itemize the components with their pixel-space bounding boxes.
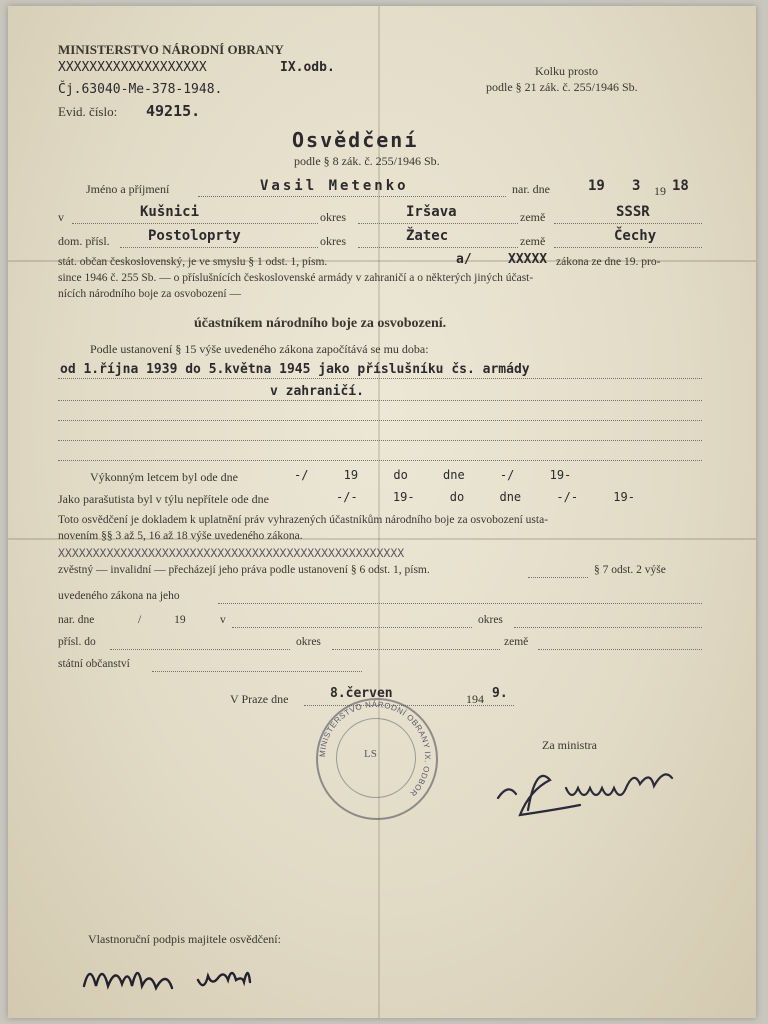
minister-signature: [488, 758, 738, 828]
body-text: nících národního boje za osvobození —: [58, 288, 241, 300]
evid-number: 49215.: [146, 102, 201, 120]
district-label: okres: [320, 210, 346, 224]
stamp-duty-line2: podle § 21 zák. č. 255/1946 Sb.: [486, 80, 638, 94]
body-text: novením §§ 3 až 5, 16 až 18 výše uvedeného zákona.: [58, 530, 303, 542]
okres-label: okres: [296, 636, 321, 648]
official-seal: [316, 698, 438, 820]
birthplace: Kušnici: [140, 204, 200, 220]
struck-text: XXXXX: [508, 252, 548, 267]
issue-year: 9.: [492, 686, 508, 701]
born-year: 18: [672, 178, 689, 194]
country-label: země: [520, 210, 546, 224]
person-name: Vasil Metenko: [260, 178, 409, 194]
evid-label: Evid. číslo:: [58, 104, 118, 119]
birth-country: SSSR: [616, 204, 650, 220]
document-title: Osvědčení: [292, 128, 419, 152]
ministry-name: MINISTERSTVO NÁRODNÍ OBRANY: [58, 42, 284, 57]
seal-center-text: LS: [364, 748, 377, 760]
dotted-line: [120, 247, 318, 248]
name-label: Jméno a příjmení: [86, 182, 170, 196]
dotted-line: [538, 649, 702, 650]
struck-text: XXXXXXXXXXXXXXXXXXXXXXXXXXXXXXXXXXXXXXXXXXXXXXXXXX: [58, 546, 405, 560]
struck-text: XXXXXXXXXXXXXXXXXXX: [58, 60, 207, 75]
body-text: Toto osvědčení je dokladem k uplatnění práv vyhrazených účastníkům národního boje za osvobození usta-: [58, 514, 549, 526]
prisl-label: přísl. do: [58, 636, 96, 648]
document-subtitle: podle § 8 zák. č. 255/1946 Sb.: [294, 154, 440, 168]
owner-signature-label: Vlastnoruční podpis majitele osvědčení:: [88, 932, 281, 946]
dotted-line: [198, 196, 506, 197]
service-period: od 1.října 1939 do 5.května 1945 jako příslušníku čs. armády: [60, 362, 530, 377]
section-heading: účastníkem národního boje za osvobození.: [194, 316, 447, 331]
letter-value: a/: [456, 252, 472, 267]
v-label: v: [220, 614, 226, 626]
dotted-line: [58, 460, 702, 461]
service-period: v zahraničí.: [270, 384, 364, 399]
nar-values: / 19: [138, 614, 186, 626]
country-label: země: [520, 234, 546, 248]
body-text: uvedeného zákona na jeho: [58, 590, 180, 602]
born-label: nar. dne: [512, 182, 550, 196]
reference-number: Čj.63040-Ме-378-1948.: [58, 82, 223, 97]
dotted-line: [58, 420, 702, 421]
dotted-line: [528, 577, 588, 578]
dotted-line: [58, 378, 702, 379]
dotted-line: [232, 627, 472, 628]
birth-district: Iršava: [406, 204, 457, 220]
born-month: 3: [632, 178, 641, 194]
dotted-line: [358, 247, 518, 248]
dotted-line: [514, 627, 702, 628]
owner-signature: [78, 950, 298, 1000]
dotted-line: [554, 247, 702, 248]
dotted-line: [554, 223, 702, 224]
body-text: § 7 odst. 2 výše: [594, 564, 666, 576]
department: IX.odb.: [280, 60, 335, 75]
dotted-line: [332, 649, 500, 650]
dotted-line: [58, 400, 702, 401]
dotted-line: [218, 603, 702, 604]
dotted-line: [72, 223, 318, 224]
pilot-label: Výkonným letcem byl ode dne: [90, 470, 238, 484]
parachutist-values: -/- 19- do dne -/- 19-: [336, 490, 635, 504]
dotted-line: [152, 671, 362, 672]
body-text: zvěstný — invalidní — přecházejí jeho práva podle ustanovení § 6 odst. 1, písm.: [58, 564, 430, 576]
pilot-values: -/ 19 do dne -/ 19-: [294, 468, 572, 482]
body-text: since 1946 č. 255 Sb. — o příslušnících československé armády v zahraničí a o některých jiných účast-: [58, 272, 534, 284]
nar-label: nar. dne: [58, 614, 95, 626]
place-label: V Praze dne: [230, 692, 289, 706]
body-text: zákona ze dne 19. pro-: [556, 256, 661, 268]
dotted-line: [358, 223, 518, 224]
domicile-label: dom. přísl.: [58, 234, 110, 248]
seal-ring-text: [316, 698, 434, 816]
stamp-duty-line1: Kolku prosto: [535, 64, 598, 78]
body-text: Podle ustanovení § 15 výše uvedeného zákona započítává se mu doba:: [90, 342, 429, 356]
obcanstvi-label: státní občanství: [58, 658, 130, 670]
district-label: okres: [320, 234, 346, 248]
okres-label: okres: [478, 614, 503, 626]
body-text: stát. občan československý, je ve smyslu § 1 odst. 1, písm.: [58, 256, 328, 268]
dotted-line: [110, 649, 290, 650]
zeme-label: země: [504, 636, 529, 648]
for-minister-label: Za ministra: [542, 738, 597, 752]
born-year-prefix: 19: [654, 184, 666, 198]
certificate-document: [8, 6, 756, 1018]
domicile-district: Žatec: [406, 228, 449, 244]
year-prefix: 194: [466, 692, 484, 706]
born-day: 19: [588, 178, 605, 194]
domicile-country: Čechy: [614, 228, 657, 244]
parachutist-label: Jako parašutista byl v týlu nepřítele ode dne: [58, 492, 269, 506]
domicile: Postoloprty: [148, 228, 241, 244]
issue-date: 8.červen: [330, 686, 393, 701]
dotted-line: [58, 440, 702, 441]
in-label: v: [58, 210, 64, 224]
svg-text:MINISTERSTVO NÁRODNÍ OBRANY IX: MINISTERSTVO NÁRODNÍ OBRANY IX. ODBOR: [317, 699, 433, 799]
